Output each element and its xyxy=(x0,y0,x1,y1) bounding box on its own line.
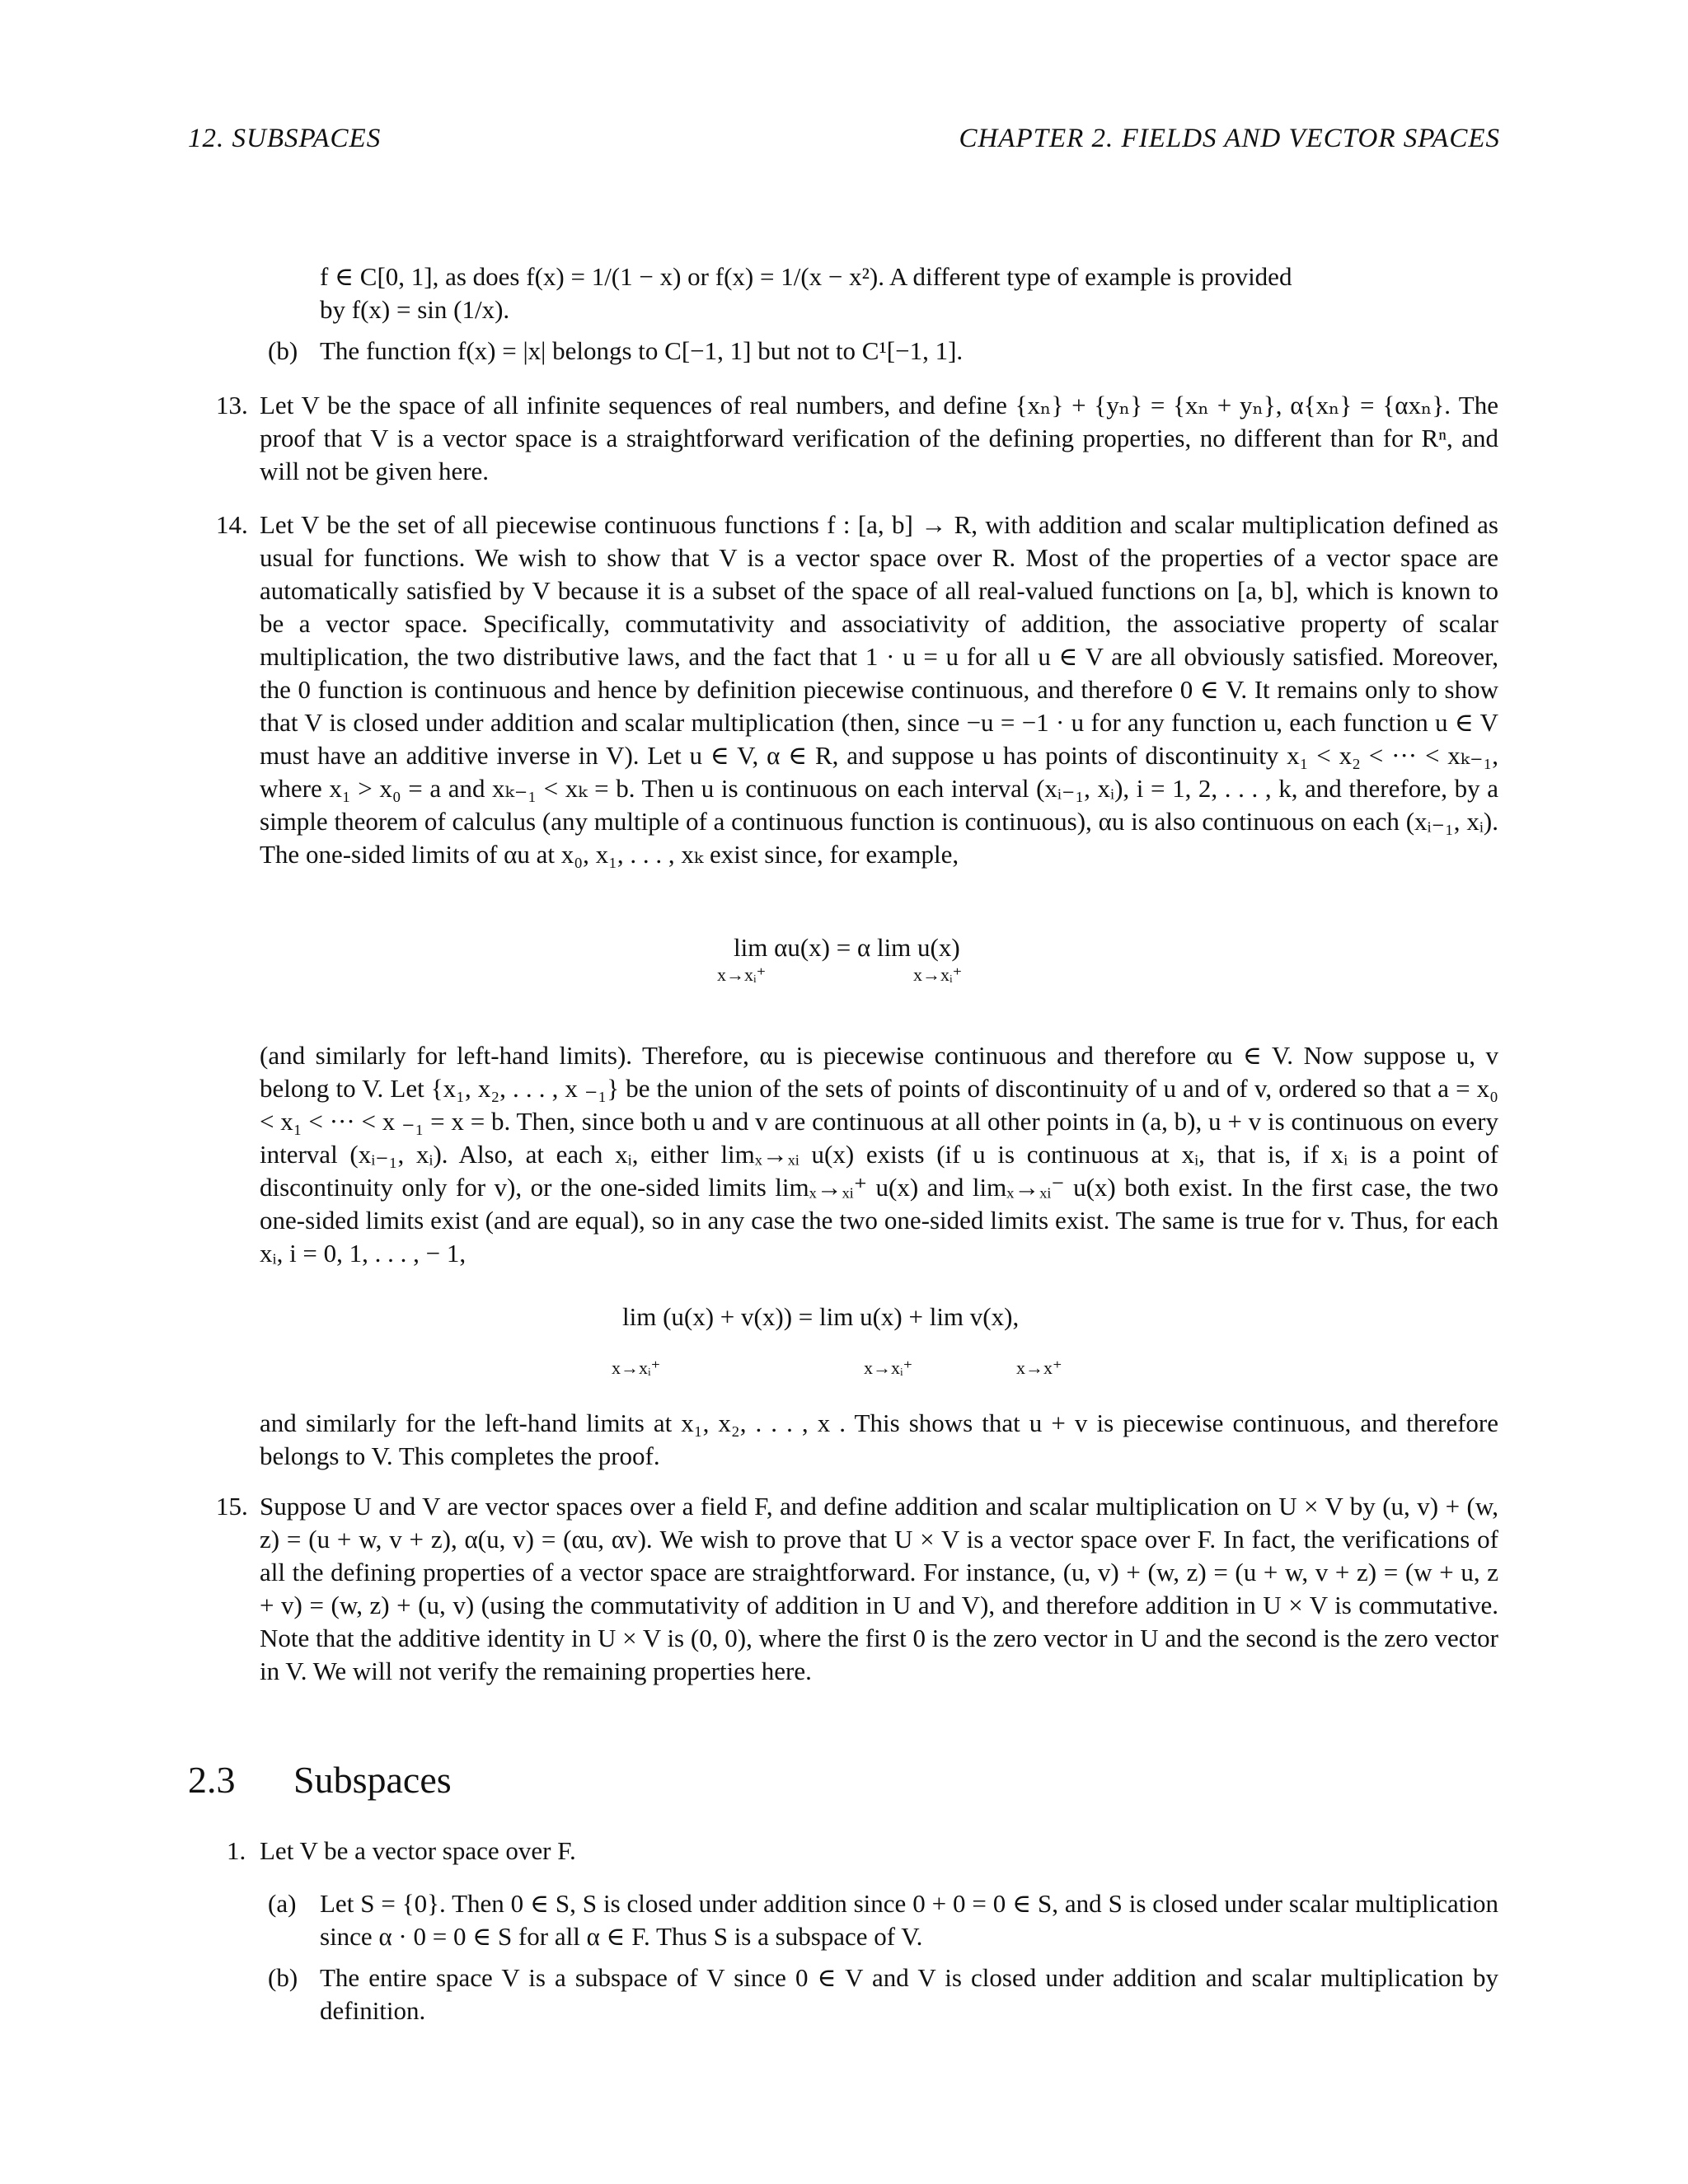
section-item-1-number: 1. xyxy=(227,1836,246,1865)
item-13-number: 13. xyxy=(216,391,248,419)
item-14-part1 xyxy=(260,509,1498,871)
section-part-b-label: (b) xyxy=(268,1963,298,1992)
item-14-text3: and similarly for the left-hand limits at x₁, x₂, . . . , x . This shows that u + v is piecewise continuous, and therefore belongs to V. This completes the proof. xyxy=(260,1408,1498,1470)
item-13 xyxy=(260,389,1498,488)
section-part-a xyxy=(320,1887,1498,1953)
item-15-number: 15. xyxy=(216,1492,248,1521)
section-part-b-text: The entire space V is a subspace of V since 0 ∈ V and V is closed under addition and scalar multiplication by definition. xyxy=(320,1963,1498,2025)
section-part-a-label: (a) xyxy=(268,1889,297,1918)
equation-2 xyxy=(622,1301,1019,1333)
equation-2-sub-2: x→xᵢ⁺ xyxy=(864,1357,913,1378)
section-heading xyxy=(188,1759,452,1801)
section-item-1 xyxy=(260,1835,1498,1868)
part-b xyxy=(320,335,1498,368)
section-part-a-text: Let S = {0}. Then 0 ∈ S, S is closed under addition since 0 + 0 = 0 ∈ S, and S is closed under scalar multiplication since α · 0 = 0 ∈ S for all α ∈ F. Thus S is a subspace of V. xyxy=(320,1889,1498,1951)
equation-1-sub-right: x→xᵢ⁺ xyxy=(913,964,963,985)
part-b-label: (b) xyxy=(268,336,298,365)
item-15 xyxy=(260,1490,1498,1688)
item-14-text1: Let V be the set of all piecewise continuous functions f : [a, b] → R, with addition and scalar multiplication defined as usual for functions. We wish to show that V is a vector space over R. Most of the properties of a vector space are automatically satisfied by V because it is a subset of the space of all real-valued functions on [a, b], which is known to be a vector space. Specifically, commutativity and associativity of addition, the associative property of scalar multiplication, the two distributive laws, and the fact that 1 · u = u for all u ∈ V are all obviously satisfied. Moreover, the 0 function is continuous and hence by definition piecewise continuous, and therefore 0 ∈ V. It remains only to show that V is closed under addition and scalar multiplication (then, since −u = −1 · u for any function u, each function u ∈ V must have an additive inverse in V). Let u ∈ V, α ∈ R, and suppose u has points of discontinuity x₁ < x₂ < ··· < xₖ₋₁, where x₁ > x₀ = a and xₖ₋₁ < xₖ = b. Then u is continuous on each interval (xᵢ₋₁, xᵢ), i = 1, 2, . . . , k, and therefore, by a simple theorem of calculus (any multiple of a continuous function is continuous), αu is also continuous on each (xᵢ₋₁, xᵢ). The one-sided limits of αu at x₀, x₁, . . . , xₖ exist since, for example, xyxy=(260,510,1498,869)
item-14-number: 14. xyxy=(216,510,248,539)
header-left: 12. SUBSPACES xyxy=(188,124,382,153)
section-part-b xyxy=(320,1961,1498,2027)
part-a-line2: by f(x) = sin (1/x). xyxy=(320,295,510,324)
section-number: 2.3 xyxy=(188,1759,236,1801)
item-14-text2: (and similarly for left-hand limits). Therefore, αu is piecewise continuous and therefore αu ∈ V. Now suppose u, v belong to V. Let {x₁, x₂, . . . , x ₋₁} be the union of the sets of points of discontinuity of u and of v, ordered so that a = x₀ < x₁ < ··· < x ₋₁ = x = b. Then, since both u and v are continuous at all other points in (a, b), u + v is continuous on every interval (xᵢ₋₁, xᵢ). Also, at each xᵢ, either limₓ→ₓᵢ u(x) exists (if u is continuous at xᵢ, that is, if xᵢ is a point of discontinuity only for v), or the one-sided limits limₓ→ₓᵢ⁺ u(x) and limₓ→ₓᵢ⁻ u(x) both exist. In the first case, the two one-sided limits exist (and are equal), so in any case the two one-sided limits exist. The same is true for v. Thus, for each xᵢ, i = 0, 1, . . . , − 1, xyxy=(260,1041,1498,1268)
running-header xyxy=(188,124,1500,165)
equation-2-sub-1: x→xᵢ⁺ xyxy=(612,1357,661,1378)
item-14-part2 xyxy=(260,1039,1498,1270)
item-14-part3 xyxy=(260,1407,1498,1473)
section-title: Subspaces xyxy=(293,1759,452,1801)
section-item-1-text: Let V be a vector space over F. xyxy=(260,1836,576,1865)
item-13-text: Let V be the space of all infinite sequences of real numbers, and define {xₙ} + {yₙ} = {xₙ + yₙ}, α{xₙ} = {αxₙ}. The proof that V is a vector space is a straightforward verification of the defining properties, no different than for Rⁿ, and will not be given here. xyxy=(260,391,1498,485)
equation-1-sub-left: x→xᵢ⁺ xyxy=(717,964,767,985)
part-a-line1: f ∈ C[0, 1], as does f(x) = 1/(1 − x) or f(x) = 1/(x − x²). A different type of example is provided xyxy=(320,262,1292,291)
equation-2-sub-3: x→x⁺ xyxy=(1016,1357,1062,1378)
part-a-continuation xyxy=(320,260,1498,326)
equation-2-body: lim (u(x) + v(x)) = lim u(x) + lim v(x), xyxy=(622,1302,1020,1331)
equation-1-body: lim αu(x) = α lim u(x) xyxy=(734,933,960,962)
item-15-text: Suppose U and V are vector spaces over a field F, and define addition and scalar multiplication on U × V by (u, v) + (w, z) = (u + w, v + z), α(u, v) = (αu, αv). We wish to prove that U × V is a vector space over F. In fact, the verifications of all the defining properties of a vector space are straightforward. For instance, (u, v) + (w, z) = (u + w, v + z) = (w + u, z + v) = (w, z) + (u, v) (using the commutativity of addition in U and V), and therefore addition in U × V is commutative. Note that the additive identity in U × V is (0, 0), where the first 0 is the zero vector in U and the second is the zero vector in V. We will not verify the remaining properties here. xyxy=(260,1492,1498,1685)
header-right: CHAPTER 2. FIELDS AND VECTOR SPACES xyxy=(959,124,1500,153)
part-b-text: The function f(x) = |x| belongs to C[−1, 1] but not to C¹[−1, 1]. xyxy=(320,336,964,365)
